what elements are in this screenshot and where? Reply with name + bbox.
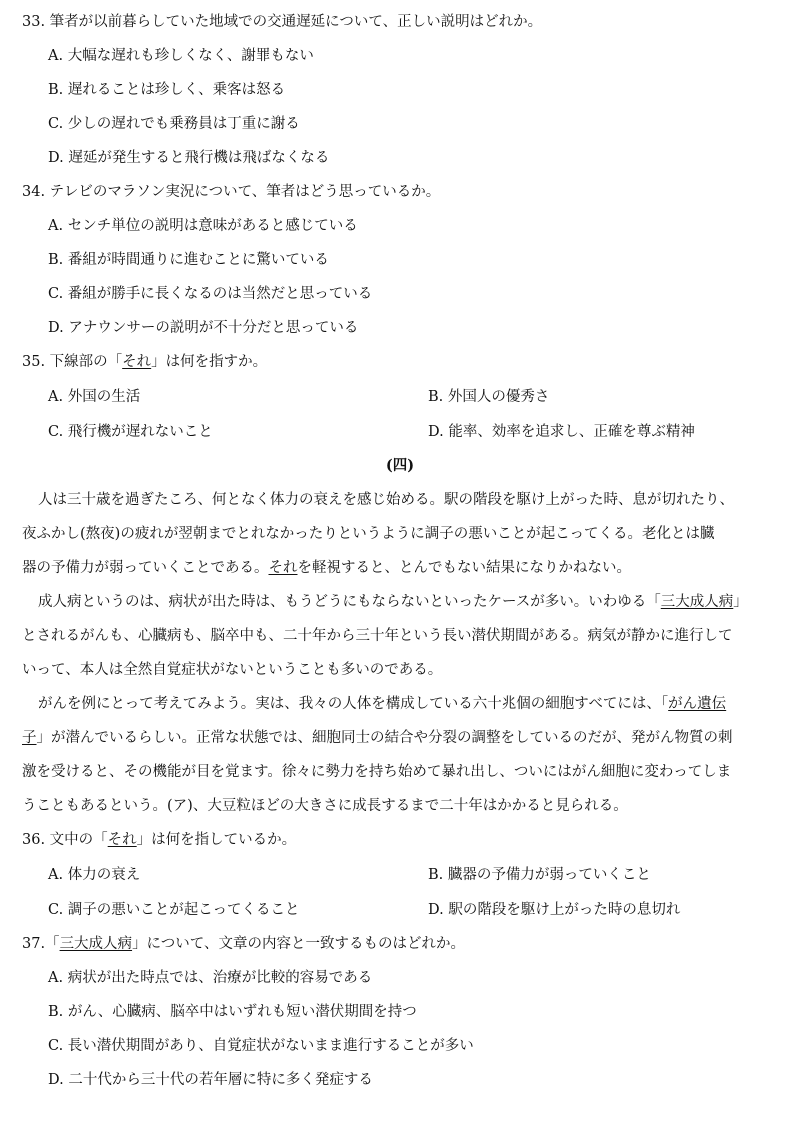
question-36-option-d: D. 駅の階段を駆け上がった時の息切れ [428,902,681,918]
passage-underlined-sandai: 三大成人病 [660,594,734,610]
question-37-option-b: B. がん、心臓病、脳卒中はいずれも短い潜伏期間を持つ [48,1004,417,1020]
passage-underlined-gene-2: 子 [22,730,37,746]
passage-p3-line2 [22,726,733,747]
section-heading: (四) [385,457,415,474]
question-35-stem-pre: 35. 下線部の「 [22,354,123,370]
question-35-stem [22,350,267,371]
question-36-underlined: それ [107,832,137,848]
passage-p1-line2: 夜ふかし(熬夜)の疲れが翌朝までとれなかったりというように調子の悪いことが起こってくる。老化とは臓 [22,526,715,542]
question-33-option-b: B. 遅れることは珍しく、乗客は怒る [48,82,286,98]
question-37-option-d: D. 二十代から三十代の若年層に特に多く発症する [48,1072,373,1088]
question-33-stem: 33. 筆者が以前暮らしていた地域での交通遅延について、正しい説明はどれか。 [22,14,543,30]
question-34-stem: 34. テレビのマラソン実況について、筆者はどう思っているか。 [22,184,441,200]
question-35-stem-post: 」は何を指すか。 [151,354,268,370]
question-33-option-d: D. 遅延が発生すると飛行機は飛ばなくなる [48,150,330,166]
question-37-stem-post: 」について、文章の内容と一致するものはどれか。 [132,936,465,952]
passage-p3-line4: うこともあるという。(ア)、大豆粒ほどの大きさに成長するまで二十年はかかると見られる。 [22,798,628,814]
question-33-option-a: A. 大幅な遅れも珍しくなく、謝罪もない [48,48,314,64]
passage-p3-line1-pre: がんを例にとって考えてみよう。実は、我々の人体を構成している六十兆個の細胞すべてには、「 [38,696,669,712]
question-37-option-c: C. 長い潜伏期間があり、自覚症状がないまま進行することが多い [48,1038,474,1054]
passage-p3-line2-post: 」が潜んでいるらしい。正常な状態では、細胞同士の結合や分裂の調整をしているのだが、発がん物質の刺 [36,730,733,746]
question-37-underlined: 三大成人病 [59,936,133,952]
passage-underlined-sore: それ [268,560,298,576]
passage-p1-line1: 人は三十歳を過ぎたころ、何となく体力の衰えを感じ始める。駅の階段を駆け上がった時、息が切れたり、 [38,492,734,508]
question-33-option-c: C. 少しの遅れでも乗務員は丁重に謝る [48,116,300,132]
question-35-option-a: A. 外国の生活 [48,389,141,405]
question-35-underlined: それ [122,354,152,370]
question-36-stem [22,828,296,849]
question-36-option-b: B. 臓器の予備力が弱っていくこと [428,867,651,883]
passage-p3-line3: 激を受けると、その機能が目を覚ます。徐々に勢力を持ち始めて暴れ出し、ついにはがん細胞に変わってしま [22,764,732,780]
passage-p1-line3 [22,556,631,577]
passage-p1-line3-post: を軽視すると、とんでもない結果になりかねない。 [297,560,631,576]
question-35-option-d: D. 能率、効率を追求し、正確を尊ぶ精神 [428,424,695,440]
passage-p2-line2: とされるがんも、心臓病も、脳卒中も、二十年から三十年という長い潜伏期間がある。病気が静かに進行して [22,628,733,644]
question-35-option-b: B. 外国人の優秀さ [428,389,550,405]
passage-p3-line1 [38,692,726,713]
passage-p2-line1-pre: 成人病というのは、病状が出た時は、もうどうにもならないといったケースが多い。いわゆる「 [38,594,661,610]
question-34-option-c: C. 番組が勝手に長くなるのは当然だと思っている [48,286,373,302]
question-37-stem [22,932,465,953]
passage-p2-line3: いって、本人は全然自覚症状がないということも多いのである。 [22,662,443,678]
question-36-stem-pre: 36. 文中の「 [22,832,108,848]
passage-p1-line3-pre: 器の予備力が弱っていくことである。 [22,560,269,576]
question-36-option-a: A. 体力の衰え [48,867,141,883]
passage-underlined-gene-1: がん遺伝 [668,696,727,712]
passage-p2-line1-post: 」 [733,594,748,610]
question-35-option-c: C. 飛行機が遅れないこと [48,424,213,440]
question-37-stem-pre: 37.「 [22,936,60,952]
question-36-stem-post: 」は何を指しているか。 [136,832,297,848]
question-37-option-a: A. 病状が出た時点では、治療が比較的容易である [48,970,373,986]
question-34-option-b: B. 番組が時間通りに進むことに驚いている [48,252,329,268]
passage-p2-line1 [38,590,748,611]
question-34-option-d: D. アナウンサーの説明が不十分だと思っている [48,320,359,336]
question-34-option-a: A. センチ単位の説明は意味があると感じている [48,218,358,234]
question-36-option-c: C. 調子の悪いことが起こってくること [48,902,300,918]
